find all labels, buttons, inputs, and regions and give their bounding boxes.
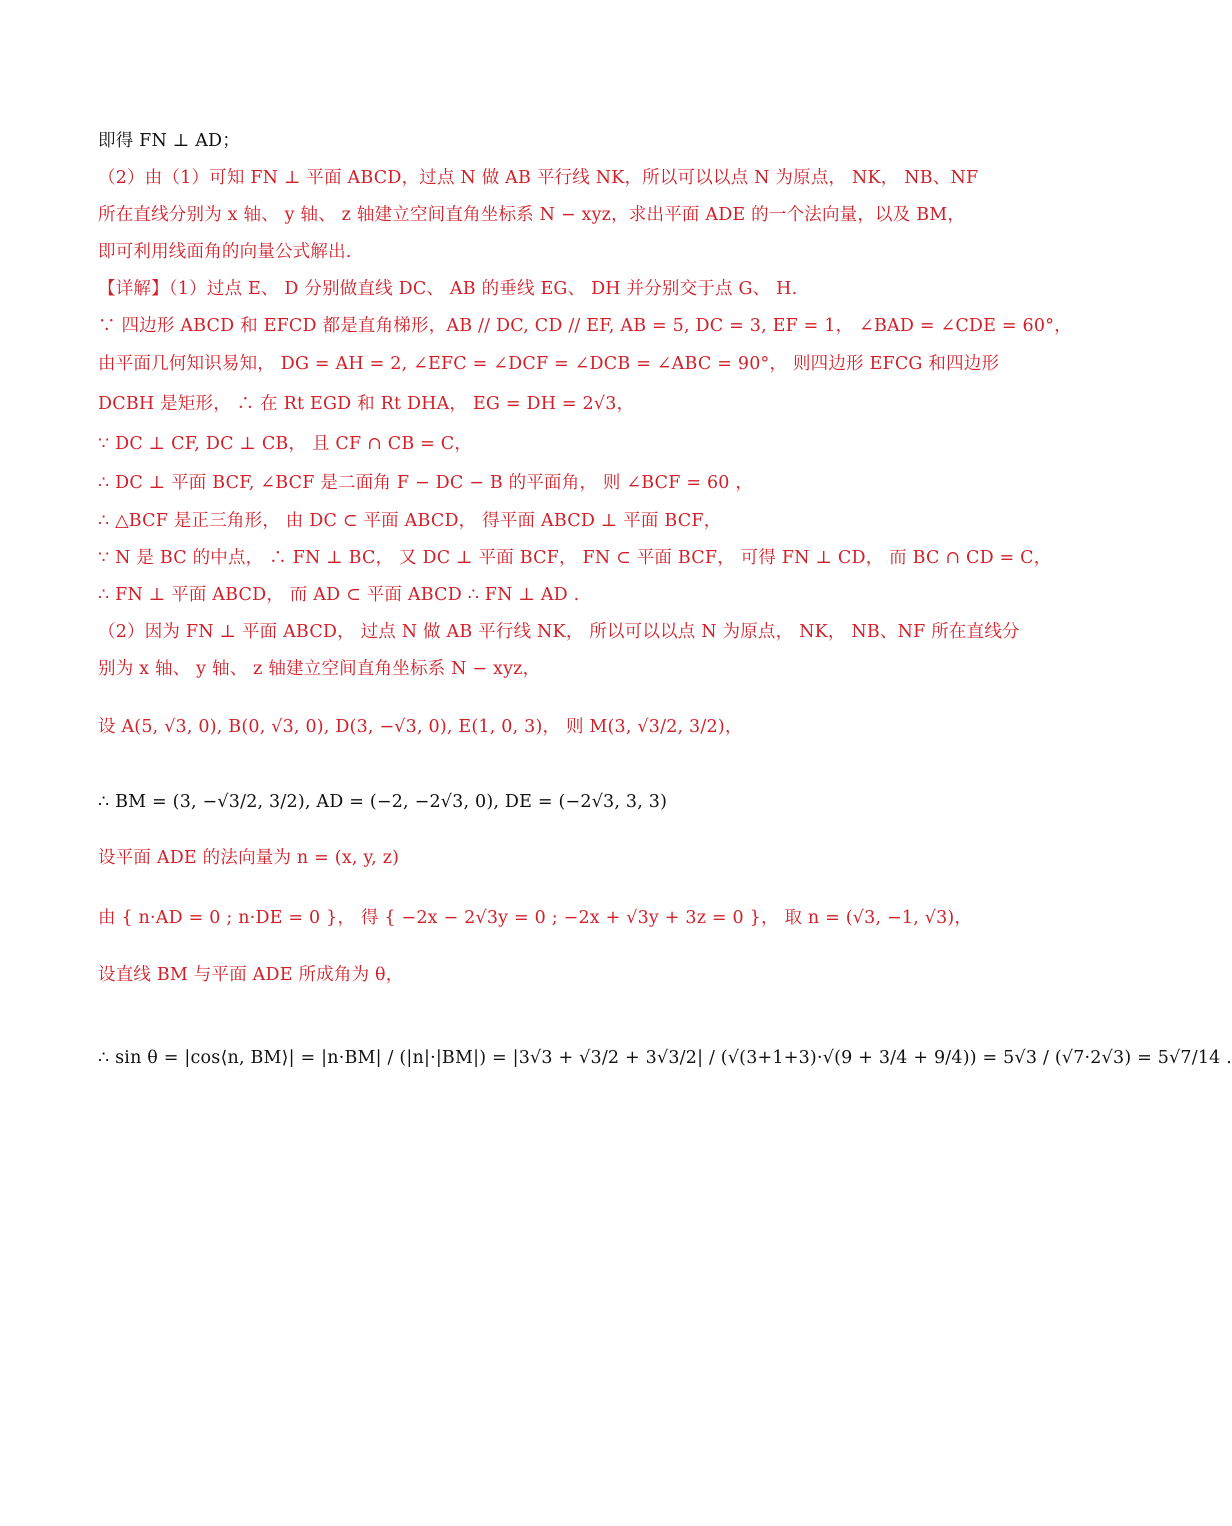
text-line-15: 别为 x 轴、 y 轴、 z 轴建立空间直角坐标系 N − xyz， <box>98 659 541 679</box>
text-line-20: 设直线 BM 与平面 ADE 所成角为 θ， <box>98 965 404 985</box>
text-line-11: ∴ △BCF 是正三角形， 由 DC ⊂ 平面 ABCD， 得平面 ABCD ⊥ 平面 BCF， <box>98 511 722 531</box>
text-line-6: ∵ 四边形 ABCD 和 EFCD 都是直角梯形，AB // DC, CD // EF, AB = 5, DC = 3, EF = 1， ∠BAD = ∠CDE = 60°， <box>98 316 1072 336</box>
text-line-2: （2）由（1）可知 FN ⊥ 平面 ABCD，过点 N 做 AB 平行线 NK，所以可以以点 N 为原点， NK， NB、NF <box>98 168 979 188</box>
text-line-16: 设 A(5, √3, 0), B(0, √3, 0), D(3, −√3, 0), E(1, 0, 3)， 则 M(3, √3/2, 3/2)， <box>98 717 743 737</box>
text-line-8: DCBH 是矩形， ∴ 在 Rt EGD 和 Rt DHA， EG = DH = 2√3， <box>98 394 635 414</box>
text-line-19: 由 { n·AD = 0 ; n·DE = 0 }， 得 { −2x − 2√3y = 0 ; −2x + √3y + 3z = 0 }， 取 n = (√3, −1, √3)， <box>98 908 973 928</box>
text-line-10: ∴ DC ⊥ 平面 BCF, ∠BCF 是二面角 F − DC − B 的平面角， 则 ∠BCF = 60 ， <box>98 473 754 493</box>
text-line-5: 【详解】（1）过点 E、 D 分别做直线 DC、 AB 的垂线 EG、 DH 并分别交于点 G、 H. <box>98 279 798 299</box>
text-line-12: ∵ N 是 BC 的中点， ∴ FN ⊥ BC， 又 DC ⊥ 平面 BCF， FN ⊂ 平面 BCF， 可得 FN ⊥ CD， 而 BC ∩ CD = C， <box>98 548 1052 568</box>
text-line-7: 由平面几何知识易知， DG = AH = 2, ∠EFC = ∠DCF = ∠DCB = ∠ABC = 90°， 则四边形 EFCG 和四边形 <box>98 354 1000 374</box>
text-line-21: ∴ sin θ = |cos⟨n, BM⟩| = |n·BM| / (|n|·|BM|) = |3√3 + √3/2 + 3√3/2| / (√(3+1+3)·√(9 + 3/4 + 9/4)) = 5√3 / (√7·2√3) = 5√7/14 . <box>98 1048 1232 1068</box>
text-line-9: ∵ DC ⊥ CF, DC ⊥ CB， 且 CF ∩ CB = C， <box>98 434 473 454</box>
text-line-14: （2）因为 FN ⊥ 平面 ABCD， 过点 N 做 AB 平行线 NK， 所以可以以点 N 为原点， NK， NB、NF 所在直线分 <box>98 622 1020 642</box>
text-line-17: ∴ BM = (3, −√3/2, 3/2), AD = (−2, −2√3, 0), DE = (−2√3, 3, 3) <box>98 792 668 812</box>
text-line-1: 即得 FN ⊥ AD； <box>98 131 240 151</box>
text-line-4: 即可利用线面角的向量公式解出. <box>98 242 352 262</box>
text-line-13: ∴ FN ⊥ 平面 ABCD， 而 AD ⊂ 平面 ABCD ∴ FN ⊥ AD . <box>98 585 580 605</box>
text-line-3: 所在直线分别为 x 轴、 y 轴、 z 轴建立空间直角坐标系 N − xyz，求出平面 ADE 的一个法向量，以及 BM， <box>98 205 966 225</box>
text-line-18: 设平面 ADE 的法向量为 n = (x, y, z) <box>98 848 400 868</box>
